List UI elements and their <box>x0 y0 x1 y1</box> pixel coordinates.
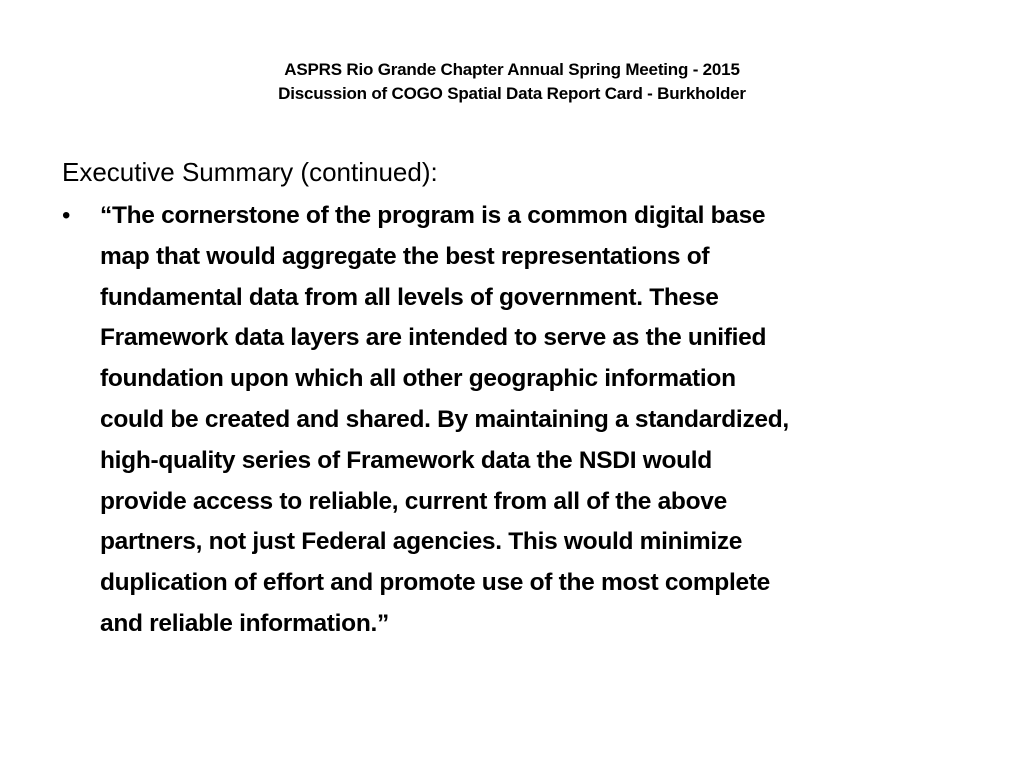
quote-line: provide access to reliable, current from all of the above <box>100 487 727 515</box>
slide-body <box>62 152 982 645</box>
quote-line: fundamental data from all levels of government. These <box>100 283 719 311</box>
title-line-2: Discussion of COGO Spatial Data Report Card - Burkholder <box>278 84 746 103</box>
quote-line: and reliable information.” <box>100 609 389 637</box>
quote-line: partners, not just Federal agencies. This would minimize <box>100 528 743 556</box>
bullet-item <box>62 196 980 645</box>
title-line-1: ASPRS Rio Grande Chapter Annual Spring Meeting - 2015 <box>284 60 740 79</box>
quote-line: Framework data layers are intended to serve as the unified <box>100 324 767 352</box>
quote-line: duplication of effort and promote use of the most complete <box>100 569 770 597</box>
slide-title <box>0 58 1024 106</box>
quote-line: foundation upon which all other geographic information <box>100 365 736 393</box>
quote-line: high-quality series of Framework data the NSDI would <box>100 446 712 474</box>
quote-line: “The cornerstone of the program is a common digital base <box>100 202 766 229</box>
bullet-quote <box>100 196 980 645</box>
section-heading: Executive Summary (continued): <box>62 157 438 187</box>
bullet-icon: • <box>62 202 71 229</box>
quote-line: could be created and shared. By maintaining a standardized, <box>100 405 789 433</box>
quote-line: map that would aggregate the best representations of <box>100 242 710 270</box>
